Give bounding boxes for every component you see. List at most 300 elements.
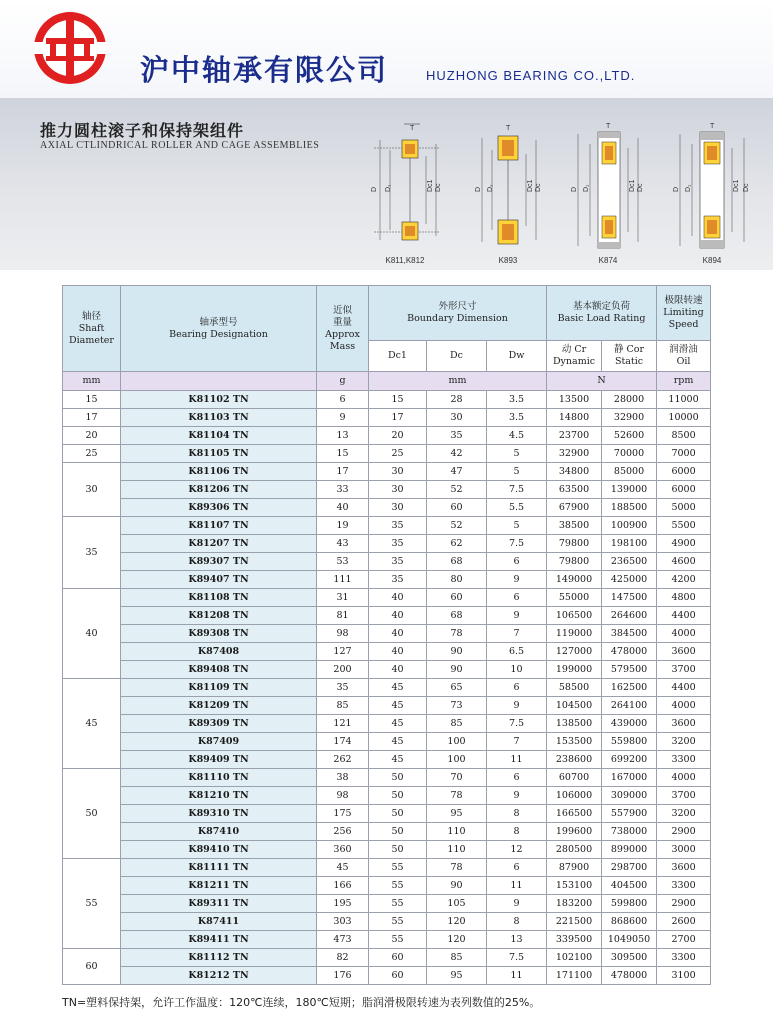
dc1-cell: 55 [369, 913, 427, 931]
mass-cell: 175 [317, 805, 369, 823]
dw-cell: 8 [487, 805, 547, 823]
svg-text:T: T [606, 123, 611, 130]
dynamic-cell: 79800 [547, 553, 602, 571]
dynamic-cell: 79800 [547, 535, 602, 553]
svg-text:D: D [673, 186, 680, 192]
speed-cell: 3300 [657, 751, 711, 769]
dc-cell: 60 [427, 499, 487, 517]
table-row [63, 427, 711, 445]
header-boundary: 外形尺寸 Boundary Dimension [369, 286, 547, 341]
svg-text:Dc: Dc [743, 183, 750, 192]
svg-text:Dc1: Dc1 [527, 179, 534, 192]
dynamic-cell: 149000 [547, 571, 602, 589]
designation-cell: K87408 [121, 643, 317, 661]
dc1-cell: 15 [369, 391, 427, 409]
header-oil: 润滑油 Oil [657, 341, 711, 372]
svg-text:D₁: D₁ [487, 184, 494, 192]
dynamic-cell: 166500 [547, 805, 602, 823]
dc-cell: 70 [427, 769, 487, 787]
header-load: 基本额定负荷 Basic Load Rating [547, 286, 657, 341]
mass-cell: 45 [317, 859, 369, 877]
mass-cell: 303 [317, 913, 369, 931]
header-mass: 近似 重量 Approx Mass [317, 286, 369, 372]
dc-cell: 90 [427, 661, 487, 679]
table-row [63, 787, 711, 805]
dc-cell: 110 [427, 823, 487, 841]
dw-cell: 5 [487, 463, 547, 481]
shaft-diameter-cell: 55 [63, 859, 121, 949]
shaft-diameter-cell: 35 [63, 517, 121, 589]
designation-cell: K81112 TN [121, 949, 317, 967]
svg-text:Dc: Dc [637, 183, 644, 192]
speed-cell: 4000 [657, 625, 711, 643]
dc1-cell: 50 [369, 805, 427, 823]
dw-cell: 7.5 [487, 715, 547, 733]
svg-text:Dc1: Dc1 [629, 179, 636, 192]
dc-cell: 78 [427, 859, 487, 877]
dynamic-cell: 280500 [547, 841, 602, 859]
shaft-diameter-cell: 15 [63, 391, 121, 409]
speed-cell: 3300 [657, 877, 711, 895]
designation-cell: K89309 TN [121, 715, 317, 733]
table-row [63, 967, 711, 985]
table-row [63, 913, 711, 931]
table-row [63, 823, 711, 841]
mass-cell: 13 [317, 427, 369, 445]
table-row [63, 589, 711, 607]
dc1-cell: 50 [369, 841, 427, 859]
dc1-cell: 30 [369, 481, 427, 499]
dynamic-cell: 13500 [547, 391, 602, 409]
dynamic-cell: 67900 [547, 499, 602, 517]
table-row [63, 553, 711, 571]
static-cell: 384500 [602, 625, 657, 643]
svg-text:T: T [710, 123, 715, 130]
shaft-diameter-cell: 50 [63, 769, 121, 859]
dw-cell: 6 [487, 859, 547, 877]
speed-cell: 3200 [657, 805, 711, 823]
designation-cell: K81103 TN [121, 409, 317, 427]
designation-cell: K89411 TN [121, 931, 317, 949]
huzhong-logo [30, 8, 110, 88]
dw-cell: 7 [487, 625, 547, 643]
table-row [63, 571, 711, 589]
speed-cell: 5500 [657, 517, 711, 535]
dynamic-cell: 55000 [547, 589, 602, 607]
dw-cell: 5 [487, 445, 547, 463]
dynamic-cell: 14800 [547, 409, 602, 427]
dynamic-cell: 104500 [547, 697, 602, 715]
dc-cell: 120 [427, 931, 487, 949]
dc-cell: 95 [427, 967, 487, 985]
dynamic-cell: 58500 [547, 679, 602, 697]
diagram-k874 [562, 120, 652, 260]
shaft-diameter-cell: 45 [63, 679, 121, 769]
static-cell: 404500 [602, 877, 657, 895]
mass-cell: 174 [317, 733, 369, 751]
speed-cell: 3000 [657, 841, 711, 859]
dc-cell: 60 [427, 589, 487, 607]
dc1-cell: 55 [369, 895, 427, 913]
designation-cell: K81106 TN [121, 463, 317, 481]
designation-cell: K81208 TN [121, 607, 317, 625]
designation-cell: K89310 TN [121, 805, 317, 823]
mass-cell: 166 [317, 877, 369, 895]
mass-cell: 360 [317, 841, 369, 859]
table-row [63, 949, 711, 967]
section-title-en: AXIAL CTLINDRICAL ROLLER AND CAGE ASSEMBLIES [40, 140, 320, 151]
mass-cell: 82 [317, 949, 369, 967]
table-row [63, 607, 711, 625]
dc-cell: 85 [427, 949, 487, 967]
dc-cell: 35 [427, 427, 487, 445]
company-name-en: HUZHONG BEARING CO.,LTD. [426, 68, 636, 83]
dc-cell: 90 [427, 877, 487, 895]
mass-cell: 17 [317, 463, 369, 481]
dc-cell: 80 [427, 571, 487, 589]
unit-load: N [547, 372, 657, 391]
designation-cell: K81212 TN [121, 967, 317, 985]
dc1-cell: 40 [369, 589, 427, 607]
dc-cell: 47 [427, 463, 487, 481]
svg-text:D₁: D₁ [583, 184, 590, 192]
speed-cell: 2600 [657, 913, 711, 931]
speed-cell: 2900 [657, 823, 711, 841]
table-row [63, 481, 711, 499]
static-cell: 868600 [602, 913, 657, 931]
dw-cell: 9 [487, 571, 547, 589]
svg-text:Dc1: Dc1 [427, 179, 434, 192]
table-row [63, 769, 711, 787]
dynamic-cell: 127000 [547, 643, 602, 661]
diagram-label: K894 [702, 256, 722, 265]
mass-cell: 98 [317, 787, 369, 805]
dw-cell: 11 [487, 877, 547, 895]
speed-cell: 10000 [657, 409, 711, 427]
designation-cell: K81105 TN [121, 445, 317, 463]
table-row [63, 679, 711, 697]
mass-cell: 35 [317, 679, 369, 697]
static-cell: 85000 [602, 463, 657, 481]
mass-cell: 121 [317, 715, 369, 733]
header-dc: Dc [427, 341, 487, 372]
static-cell: 147500 [602, 589, 657, 607]
dc1-cell: 45 [369, 697, 427, 715]
mass-cell: 262 [317, 751, 369, 769]
dc-cell: 100 [427, 733, 487, 751]
svg-text:D: D [371, 186, 378, 192]
static-cell: 899000 [602, 841, 657, 859]
table-row [63, 859, 711, 877]
speed-cell: 8500 [657, 427, 711, 445]
mass-cell: 256 [317, 823, 369, 841]
dw-cell: 9 [487, 787, 547, 805]
mass-cell: 38 [317, 769, 369, 787]
header-dw: Dw [487, 341, 547, 372]
dynamic-cell: 199600 [547, 823, 602, 841]
dw-cell: 6 [487, 679, 547, 697]
header-dc1: Dc1 [369, 341, 427, 372]
static-cell: 478000 [602, 967, 657, 985]
designation-cell: K81110 TN [121, 769, 317, 787]
mass-cell: 176 [317, 967, 369, 985]
table-row [63, 535, 711, 553]
table-row [63, 895, 711, 913]
mass-cell: 15 [317, 445, 369, 463]
static-cell: 309000 [602, 787, 657, 805]
dw-cell: 10 [487, 661, 547, 679]
dc1-cell: 40 [369, 661, 427, 679]
static-cell: 699200 [602, 751, 657, 769]
designation-cell: K81211 TN [121, 877, 317, 895]
header-designation: 轴承型号 Bearing Designation [121, 286, 317, 372]
designation-cell: K89306 TN [121, 499, 317, 517]
table-row [63, 931, 711, 949]
table-row [63, 499, 711, 517]
static-cell: 236500 [602, 553, 657, 571]
diagram-k893 [470, 120, 550, 260]
static-cell: 100900 [602, 517, 657, 535]
dc1-cell: 35 [369, 571, 427, 589]
speed-cell: 3600 [657, 715, 711, 733]
shaft-diameter-cell: 40 [63, 589, 121, 679]
dc1-cell: 40 [369, 607, 427, 625]
shaft-diameter-cell: 20 [63, 427, 121, 445]
dynamic-cell: 183200 [547, 895, 602, 913]
mass-cell: 195 [317, 895, 369, 913]
dynamic-cell: 153100 [547, 877, 602, 895]
static-cell: 478000 [602, 643, 657, 661]
static-cell: 52600 [602, 427, 657, 445]
static-cell: 309500 [602, 949, 657, 967]
mass-cell: 200 [317, 661, 369, 679]
dc-cell: 73 [427, 697, 487, 715]
svg-text:D₁: D₁ [685, 184, 692, 192]
diagram-label: K811,K812 [385, 256, 425, 265]
static-cell: 28000 [602, 391, 657, 409]
designation-cell: K81206 TN [121, 481, 317, 499]
dw-cell: 13 [487, 931, 547, 949]
designation-cell: K89408 TN [121, 661, 317, 679]
section-title-cn: 推力圆柱滚子和保持架组件 [40, 121, 245, 140]
speed-cell: 4800 [657, 589, 711, 607]
designation-cell: K81107 TN [121, 517, 317, 535]
unit-blank [121, 372, 317, 391]
speed-cell: 4000 [657, 697, 711, 715]
speed-cell: 6000 [657, 463, 711, 481]
speed-cell: 6000 [657, 481, 711, 499]
shaft-diameter-cell: 30 [63, 463, 121, 517]
dc1-cell: 40 [369, 643, 427, 661]
dw-cell: 9 [487, 607, 547, 625]
dynamic-cell: 199000 [547, 661, 602, 679]
company-name-cn: 沪中轴承有限公司 [140, 53, 389, 87]
speed-cell: 3100 [657, 967, 711, 985]
dc-cell: 110 [427, 841, 487, 859]
dc-cell: 30 [427, 409, 487, 427]
static-cell: 198100 [602, 535, 657, 553]
dc-cell: 100 [427, 751, 487, 769]
dc1-cell: 50 [369, 787, 427, 805]
dc-cell: 42 [427, 445, 487, 463]
table-row [63, 517, 711, 535]
mass-cell: 127 [317, 643, 369, 661]
mass-cell: 85 [317, 697, 369, 715]
dw-cell: 6.5 [487, 643, 547, 661]
dw-cell: 8 [487, 823, 547, 841]
unit-mass: g [317, 372, 369, 391]
designation-cell: K81210 TN [121, 787, 317, 805]
mass-cell: 33 [317, 481, 369, 499]
dw-cell: 9 [487, 697, 547, 715]
speed-cell: 5000 [657, 499, 711, 517]
dynamic-cell: 87900 [547, 859, 602, 877]
dc-cell: 85 [427, 715, 487, 733]
speed-cell: 2900 [657, 895, 711, 913]
static-cell: 599800 [602, 895, 657, 913]
dc1-cell: 45 [369, 733, 427, 751]
dw-cell: 7.5 [487, 481, 547, 499]
page-header [0, 0, 773, 98]
diagram-k894 [670, 120, 760, 260]
static-cell: 439000 [602, 715, 657, 733]
dc1-cell: 45 [369, 715, 427, 733]
dw-cell: 6 [487, 589, 547, 607]
static-cell: 162500 [602, 679, 657, 697]
designation-cell: K89311 TN [121, 895, 317, 913]
static-cell: 557900 [602, 805, 657, 823]
svg-text:D: D [571, 186, 578, 192]
dynamic-cell: 138500 [547, 715, 602, 733]
diagram-label: K893 [498, 256, 518, 265]
dc-cell: 52 [427, 517, 487, 535]
dynamic-cell: 171100 [547, 967, 602, 985]
svg-text:D₁: D₁ [385, 184, 392, 192]
dc-cell: 95 [427, 805, 487, 823]
dc-cell: 52 [427, 481, 487, 499]
dynamic-cell: 238600 [547, 751, 602, 769]
dynamic-cell: 34800 [547, 463, 602, 481]
dc1-cell: 40 [369, 625, 427, 643]
static-cell: 167000 [602, 769, 657, 787]
static-cell: 425000 [602, 571, 657, 589]
mass-cell: 473 [317, 931, 369, 949]
static-cell: 264100 [602, 697, 657, 715]
dc1-cell: 45 [369, 679, 427, 697]
header-shaft: 轴径 Shaft Diameter [63, 286, 121, 372]
dc1-cell: 45 [369, 751, 427, 769]
svg-text:Dc1: Dc1 [733, 179, 740, 192]
mass-cell: 31 [317, 589, 369, 607]
dynamic-cell: 63500 [547, 481, 602, 499]
dynamic-cell: 119000 [547, 625, 602, 643]
designation-cell: K81109 TN [121, 679, 317, 697]
dc-cell: 68 [427, 553, 487, 571]
dynamic-cell: 153500 [547, 733, 602, 751]
designation-cell: K89307 TN [121, 553, 317, 571]
dc1-cell: 17 [369, 409, 427, 427]
static-cell: 32900 [602, 409, 657, 427]
svg-text:D: D [475, 186, 482, 192]
dw-cell: 5 [487, 517, 547, 535]
dw-cell: 4.5 [487, 427, 547, 445]
dc-cell: 105 [427, 895, 487, 913]
dynamic-cell: 221500 [547, 913, 602, 931]
svg-text:T: T [506, 125, 511, 132]
dc1-cell: 35 [369, 517, 427, 535]
table-body [63, 391, 711, 985]
dynamic-cell: 23700 [547, 427, 602, 445]
dc1-cell: 20 [369, 427, 427, 445]
table-row [63, 625, 711, 643]
dw-cell: 7 [487, 733, 547, 751]
table-row [63, 805, 711, 823]
dw-cell: 9 [487, 895, 547, 913]
designation-cell: K81209 TN [121, 697, 317, 715]
dc1-cell: 60 [369, 949, 427, 967]
shaft-diameter-cell: 17 [63, 409, 121, 427]
mass-cell: 43 [317, 535, 369, 553]
speed-cell: 3300 [657, 949, 711, 967]
dc1-cell: 60 [369, 967, 427, 985]
dynamic-cell: 60700 [547, 769, 602, 787]
mass-cell: 9 [317, 409, 369, 427]
dc1-cell: 50 [369, 823, 427, 841]
dynamic-cell: 32900 [547, 445, 602, 463]
speed-cell: 4200 [657, 571, 711, 589]
svg-text:Dc: Dc [535, 183, 542, 192]
dc1-cell: 55 [369, 859, 427, 877]
shaft-diameter-cell: 60 [63, 949, 121, 985]
table-row [63, 463, 711, 481]
footnote: TN=塑料保持架，允许工作温度：120℃连续，180℃短期；脂润滑极限转速为表列数值的25%。 [62, 996, 541, 1009]
diagram-label: K874 [598, 256, 618, 265]
mass-cell: 6 [317, 391, 369, 409]
dw-cell: 12 [487, 841, 547, 859]
shaft-diameter-cell: 25 [63, 445, 121, 463]
table-row [63, 751, 711, 769]
static-cell: 738000 [602, 823, 657, 841]
dw-cell: 11 [487, 967, 547, 985]
table-row [63, 409, 711, 427]
dc-cell: 62 [427, 535, 487, 553]
designation-cell: K87410 [121, 823, 317, 841]
speed-cell: 4600 [657, 553, 711, 571]
speed-cell: 3200 [657, 733, 711, 751]
speed-cell: 4400 [657, 679, 711, 697]
static-cell: 188500 [602, 499, 657, 517]
dw-cell: 6 [487, 553, 547, 571]
designation-cell: K81108 TN [121, 589, 317, 607]
mass-cell: 19 [317, 517, 369, 535]
speed-cell: 7000 [657, 445, 711, 463]
diagram-k811-k812 [360, 120, 450, 260]
static-cell: 579500 [602, 661, 657, 679]
dc1-cell: 50 [369, 769, 427, 787]
dw-cell: 11 [487, 751, 547, 769]
speed-cell: 3600 [657, 859, 711, 877]
dw-cell: 7.5 [487, 535, 547, 553]
designation-cell: K87411 [121, 913, 317, 931]
mass-cell: 111 [317, 571, 369, 589]
static-cell: 70000 [602, 445, 657, 463]
designation-cell: K89308 TN [121, 625, 317, 643]
designation-cell: K81207 TN [121, 535, 317, 553]
static-cell: 264600 [602, 607, 657, 625]
designation-cell: K81104 TN [121, 427, 317, 445]
svg-text:T: T [410, 125, 415, 132]
dc1-cell: 25 [369, 445, 427, 463]
